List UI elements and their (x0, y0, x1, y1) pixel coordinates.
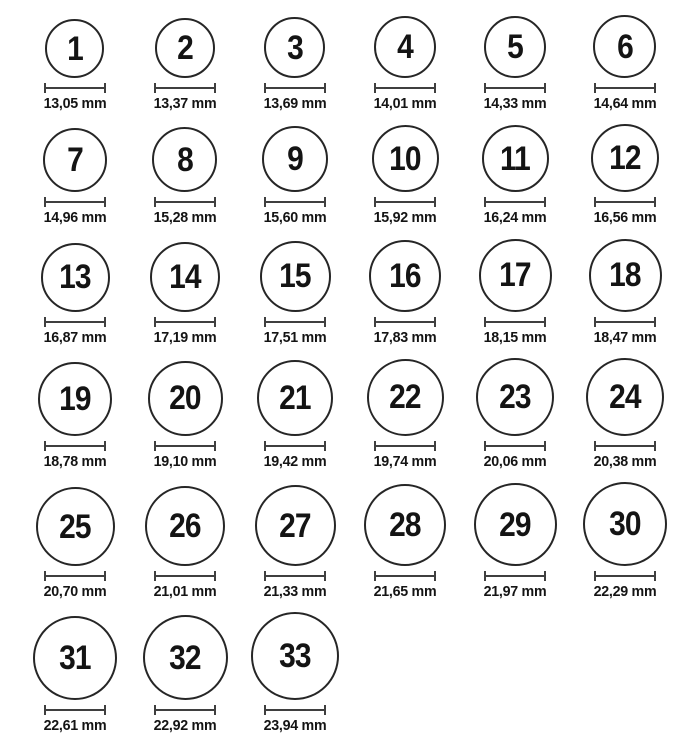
ring-size-item (257, 360, 333, 470)
diameter-label: 15,28 mm (153, 209, 217, 227)
diameter-label: 16,87 mm (43, 328, 107, 346)
ring-size-item (143, 615, 228, 734)
diameter-label: 16,56 mm (593, 209, 657, 227)
diameter-label: 13,05 mm (43, 95, 107, 112)
ring-circle (45, 19, 104, 78)
diameter-label: 19,10 mm (153, 452, 217, 470)
ring-size-number: 14 (169, 257, 201, 296)
ring-size-number: 20 (169, 379, 201, 418)
ring-circle (43, 128, 107, 192)
diameter-label: 19,74 mm (373, 452, 437, 470)
ring-circle (262, 126, 328, 192)
ring-circle (155, 18, 215, 78)
ring-size-item (148, 361, 223, 470)
ring-circle (482, 125, 549, 192)
diameter-measure-line (154, 317, 216, 327)
diameter-measure-line (264, 571, 326, 581)
diameter-measure-line (154, 705, 216, 715)
diameter-measure-line (374, 83, 436, 93)
ring-circle (264, 17, 325, 78)
ring-size-item (251, 612, 339, 734)
diameter-label: 13,37 mm (153, 95, 217, 112)
diameter-measure-line (154, 571, 216, 581)
diameter-label: 17,19 mm (153, 328, 217, 346)
ring-size-item (592, 15, 658, 112)
ring-size-item (145, 486, 225, 600)
diameter-label: 20,70 mm (43, 583, 107, 600)
ring-size-number: 2 (177, 29, 193, 67)
ring-size-number: 12 (609, 139, 641, 178)
ring-size-number: 17 (499, 256, 531, 294)
diameter-label: 20,06 mm (483, 452, 547, 470)
diameter-label: 18,47 mm (593, 328, 657, 346)
ring-circle (143, 615, 228, 700)
ring-circle (36, 487, 115, 566)
ring-circle (257, 360, 333, 436)
diameter-measure-line (264, 705, 326, 715)
diameter-measure-line (484, 441, 546, 451)
diameter-measure-line (484, 571, 546, 581)
ring-circle (260, 241, 331, 312)
ring-circle (484, 16, 546, 78)
ring-size-number: 16 (389, 256, 421, 295)
diameter-label: 15,92 mm (373, 209, 437, 227)
ring-size-number: 27 (279, 506, 311, 545)
diameter-label: 21,65 mm (373, 583, 437, 600)
diameter-measure-line (264, 197, 326, 207)
ring-circle (586, 358, 664, 436)
ring-circle (41, 243, 110, 312)
ring-size-number: 11 (500, 139, 530, 178)
ring-size-item (36, 487, 115, 600)
ring-size-item (42, 128, 108, 226)
diameter-measure-line (264, 441, 326, 451)
ring-circle (372, 125, 439, 192)
ring-circle (593, 15, 656, 78)
diameter-measure-line (484, 197, 546, 207)
ring-circle (33, 616, 117, 700)
ring-circle (369, 240, 441, 312)
ring-size-number: 18 (609, 256, 641, 294)
diameter-measure-line (44, 197, 106, 207)
ring-size-item (33, 616, 117, 734)
diameter-label: 14,01 mm (373, 95, 437, 112)
diameter-measure-line (594, 83, 656, 93)
ring-size-item (476, 358, 554, 470)
ring-size-item (372, 125, 439, 226)
diameter-label: 20,38 mm (593, 452, 657, 470)
diameter-label: 17,83 mm (373, 328, 437, 346)
diameter-measure-line (264, 317, 326, 327)
ring-circle (152, 127, 217, 192)
ring-size-item (372, 16, 438, 112)
diameter-label: 21,97 mm (483, 583, 547, 600)
diameter-measure-line (594, 317, 656, 327)
diameter-measure-line (44, 441, 106, 451)
diameter-label: 21,33 mm (263, 583, 327, 600)
ring-size-item (364, 484, 446, 600)
diameter-measure-line (44, 705, 106, 715)
ring-size-number: 22 (389, 378, 421, 417)
ring-size-number: 26 (169, 507, 201, 545)
ring-size-item (367, 359, 444, 470)
diameter-measure-line (374, 317, 436, 327)
ring-size-number: 23 (499, 377, 531, 416)
ring-circle (148, 361, 223, 436)
diameter-measure-line (44, 317, 106, 327)
diameter-label: 22,29 mm (593, 583, 657, 600)
ring-size-item (262, 126, 328, 226)
ring-circle (476, 358, 554, 436)
ring-size-item (479, 239, 552, 346)
ring-circle (589, 239, 662, 312)
diameter-label: 22,61 mm (43, 717, 107, 735)
diameter-measure-line (154, 83, 216, 93)
ring-circle (145, 486, 225, 566)
ring-size-number: 7 (67, 141, 83, 180)
diameter-label: 19,42 mm (263, 452, 327, 470)
ring-size-number: 19 (59, 379, 91, 418)
ring-size-number: 9 (287, 140, 303, 179)
diameter-label: 22,92 mm (153, 717, 217, 735)
ring-circle (255, 485, 336, 566)
ring-size-item (38, 362, 112, 470)
diameter-label: 23,94 mm (263, 717, 327, 735)
ring-size-number: 32 (169, 638, 201, 677)
ring-size-number: 30 (609, 505, 641, 543)
diameter-measure-line (44, 83, 106, 93)
diameter-measure-line (374, 197, 436, 207)
ring-size-item (260, 241, 331, 346)
diameter-label: 15,60 mm (263, 209, 327, 227)
diameter-label: 17,51 mm (263, 328, 327, 346)
ring-size-item (583, 482, 667, 600)
ring-circle (479, 239, 552, 312)
diameter-label: 16,24 mm (483, 209, 547, 227)
ring-size-number: 8 (177, 140, 193, 179)
ring-size-number: 5 (507, 28, 523, 66)
ring-size-item (589, 239, 662, 346)
diameter-measure-line (484, 83, 546, 93)
ring-size-number: 6 (617, 27, 633, 66)
ring-size-item (369, 240, 441, 346)
diameter-measure-line (264, 83, 326, 93)
ring-size-item (152, 127, 218, 226)
ring-size-number: 10 (389, 139, 421, 178)
diameter-label: 18,15 mm (483, 328, 547, 346)
ring-size-item (474, 483, 557, 600)
ring-circle (367, 359, 444, 436)
ring-size-item (255, 485, 336, 600)
ring-circle (150, 242, 220, 312)
ring-size-number: 13 (59, 258, 91, 296)
ring-size-number: 3 (287, 28, 303, 67)
ring-size-number: 1 (67, 29, 83, 68)
ring-circle (474, 483, 557, 566)
ring-size-item (42, 19, 108, 112)
ring-circle (583, 482, 667, 566)
ring-size-number: 24 (609, 377, 641, 416)
ring-size-number: 33 (279, 637, 311, 676)
ring-size-item (41, 243, 110, 346)
diameter-measure-line (154, 197, 216, 207)
diameter-label: 14,33 mm (483, 95, 547, 112)
ring-circle (374, 16, 436, 78)
ring-size-number: 29 (499, 505, 531, 544)
diameter-measure-line (374, 441, 436, 451)
diameter-measure-line (594, 571, 656, 581)
ring-size-item (586, 358, 664, 470)
diameter-label: 21,01 mm (153, 583, 217, 600)
diameter-measure-line (594, 197, 656, 207)
diameter-label: 13,69 mm (263, 95, 327, 112)
ring-size-number: 25 (59, 507, 91, 546)
ring-circle (251, 612, 339, 700)
ring-size-item (262, 17, 328, 112)
diameter-measure-line (44, 571, 106, 581)
diameter-label: 18,78 mm (43, 452, 107, 470)
ring-size-number: 4 (397, 28, 413, 66)
ring-circle (591, 124, 659, 192)
diameter-label: 14,96 mm (43, 209, 107, 227)
ring-size-item (482, 16, 548, 112)
ring-size-item (482, 125, 549, 226)
ring-size-number: 28 (389, 506, 421, 544)
diameter-measure-line (484, 317, 546, 327)
ring-size-item (591, 124, 659, 226)
ring-size-number: 31 (59, 639, 91, 678)
ring-size-item (150, 242, 220, 346)
ring-circle (364, 484, 446, 566)
ring-size-item (152, 18, 218, 112)
ring-size-number: 21 (279, 378, 311, 417)
diameter-measure-line (154, 441, 216, 451)
diameter-label: 14,64 mm (593, 95, 657, 112)
ring-circle (38, 362, 112, 436)
ring-size-number: 15 (279, 257, 311, 295)
diameter-measure-line (594, 441, 656, 451)
diameter-measure-line (374, 571, 436, 581)
